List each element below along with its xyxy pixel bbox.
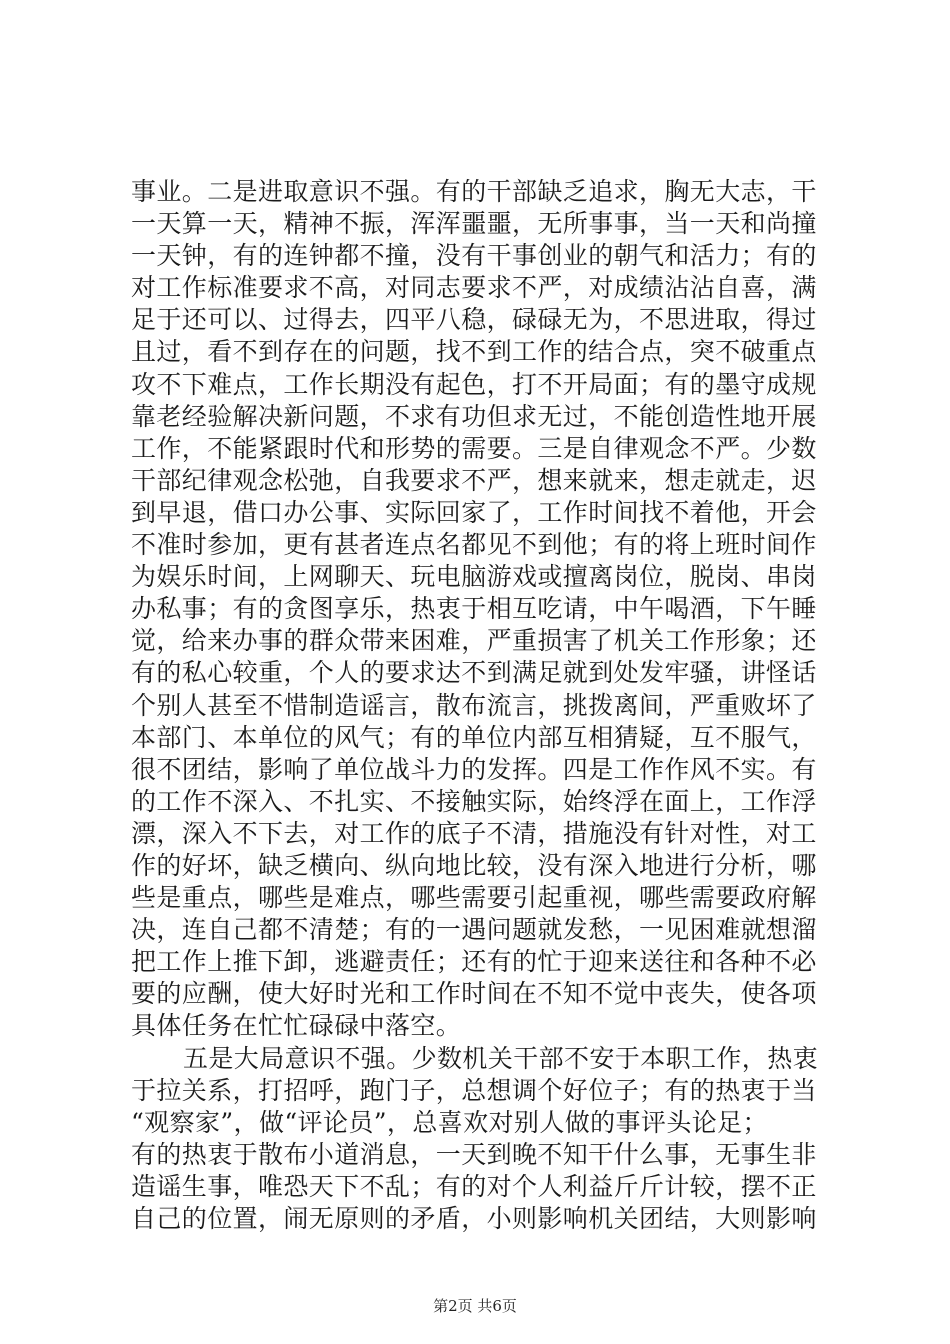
text-line: 有的私心较重，个人的要求达不到满足就到处发牢骚，讲怪话: [131, 658, 817, 688]
text-line: 且过，看不到存在的问题，找不到工作的结合点，突不破重点: [131, 337, 817, 367]
text-line: 于拉关系，打招呼，跑门子，总想调个好位子；有的热衷于当: [131, 1075, 817, 1105]
text-line: “观察家”，做“评论员”，总喜欢对别人做的事评头论足；: [131, 1107, 768, 1137]
text-line: 对工作标准要求不高，对同志要求不严，对成绩沾沾自喜，满: [131, 273, 817, 303]
text-line: 漂，深入不下去，对工作的底子不清，措施没有针对性，对工: [131, 818, 817, 848]
text-line: 的工作不深入、不扎实、不接触实际，始终浮在面上，工作浮: [131, 786, 817, 816]
text-line: 到早退，借口办公事、实际回家了，工作时间找不着他，开会: [131, 497, 817, 527]
body-text: [131, 176, 831, 1235]
text-line: 觉，给来办事的群众带来困难，严重损害了机关工作形象；还: [131, 626, 817, 656]
page-number-footer: 第2页 共6页: [433, 1297, 517, 1315]
paragraph-start-line: 五是大局意识不强。少数机关干部不安于本职工作，热衷: [183, 1043, 819, 1073]
text-line: 办私事；有的贪图享乐，热衷于相互吃请，中午喝酒，下午睡: [131, 594, 817, 624]
text-line: 事业。二是进取意识不强。有的干部缺乏追求，胸无大志，干: [131, 177, 817, 206]
text-line: 决，连自己都不清楚；有的一遇问题就发愁，一见困难就想溜: [131, 915, 817, 945]
text-line: 自己的位置，闹无原则的矛盾，小则影响机关团结，大则影响: [131, 1204, 817, 1233]
text-line: 为娱乐时间，上网聊天、玩电脑游戏或擅离岗位，脱岗、串岗: [131, 562, 817, 592]
text-line: 有的热衷于散布小道消息，一天到晚不知干什么事，无事生非: [131, 1139, 817, 1169]
text-line: 足于还可以、过得去，四平八稳，碌碌无为，不思进取，得过: [131, 305, 817, 335]
text-line: 一天钟，有的连钟都不撞，没有干事创业的朝气和活力；有的: [131, 241, 817, 271]
text-line: 攻不下难点，工作长期没有起色，打不开局面；有的墨守成规: [131, 369, 817, 399]
text-line: 要的应酬，使大好时光和工作时间在不知不觉中丧失，使各项: [131, 979, 817, 1009]
text-line: 本部门、本单位的风气；有的单位内部互相猜疑，互不服气，: [131, 722, 817, 752]
text-line: 把工作上推下卸，逃避责任；还有的忙于迎来送往和各种不必: [131, 947, 817, 977]
text-line: 一天算一天，精神不振，浑浑噩噩，无所事事，当一天和尚撞: [131, 209, 817, 239]
text-line: 造谣生事，唯恐天下不乱；有的对个人利益斤斤计较，摆不正: [131, 1171, 817, 1201]
text-line: 作的好坏，缺乏横向、纵向地比较，没有深入地进行分析，哪: [131, 850, 817, 880]
text-line: 很不团结，影响了单位战斗力的发挥。四是工作作风不实。有: [131, 754, 817, 784]
text-line: 工作，不能紧跟时代和形势的需要。三是自律观念不严。少数: [131, 433, 817, 463]
text-line: 不准时参加，更有甚者连点名都见不到他；有的将上班时间作: [131, 530, 817, 560]
text-line: 个别人甚至不惜制造谣言，散布流言，挑拨离间，严重败坏了: [131, 690, 817, 720]
text-line: 具体任务在忙忙碌碌中落空。: [131, 1011, 462, 1041]
text-line: 干部纪律观念松弛，自我要求不严，想来就来，想走就走，迟: [131, 465, 817, 495]
text-line: 靠老经验解决新问题，不求有功但求无过，不能创造性地开展: [131, 401, 817, 431]
text-line: 些是重点，哪些是难点，哪些需要引起重视，哪些需要政府解: [131, 883, 817, 913]
